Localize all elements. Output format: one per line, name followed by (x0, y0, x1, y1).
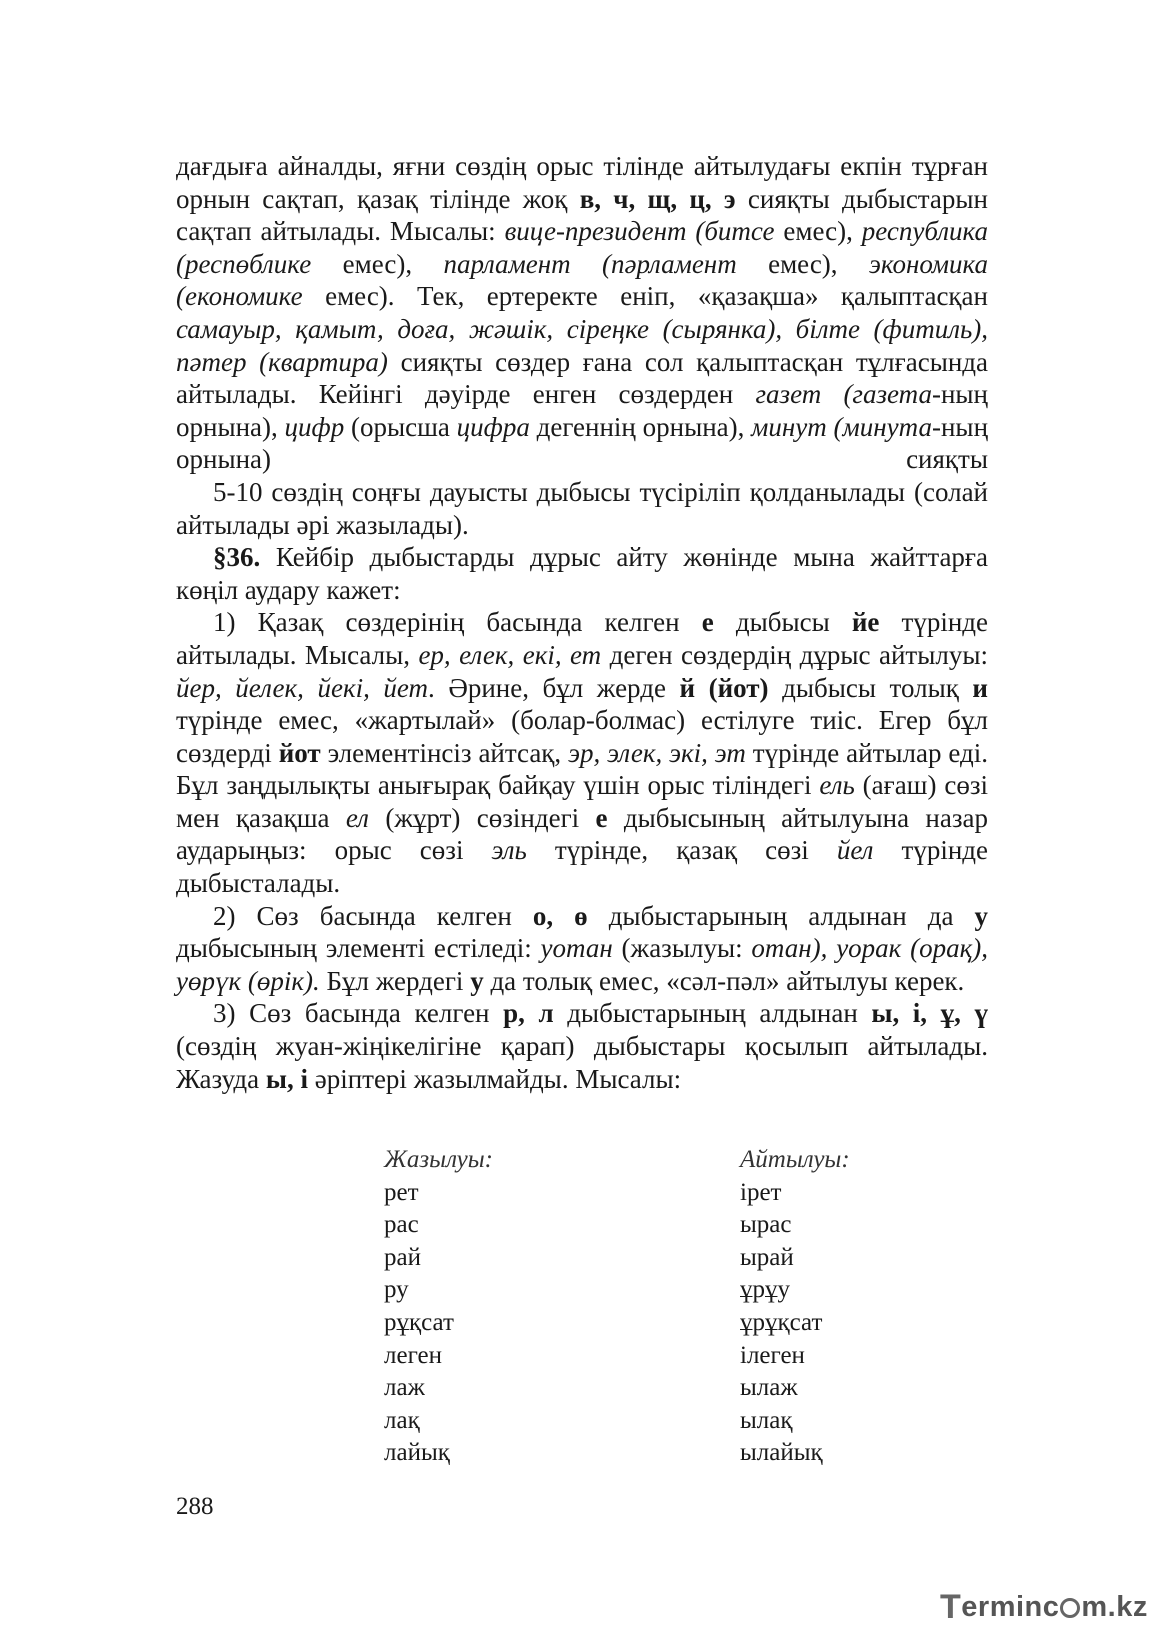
text-segment: ель (819, 770, 855, 801)
text-segment: эр, элек, экі, эт (568, 737, 746, 768)
word-row (384, 1274, 904, 1307)
written-form: рас (384, 1211, 419, 1239)
text-segment: и (972, 672, 988, 703)
text-segment: йер, йелек, йекі, йет (176, 672, 429, 703)
text-segment: әріптері жазылмайды. Мысалы: (307, 1063, 682, 1094)
header-spoken: Айтылуы: (740, 1146, 850, 1173)
header-written: Жазылуы: (384, 1146, 494, 1173)
text-segment: 3) Сөз басында келген (213, 998, 504, 1029)
text-segment: емес), (774, 216, 862, 247)
text-segment: е (595, 802, 608, 833)
watermark-logo (940, 1588, 1148, 1627)
text-segment: элементінсіз айтсақ, (320, 737, 569, 768)
paragraph-p4 (176, 606, 988, 899)
text-segment: -ның орнына) сияқты (176, 411, 989, 475)
spoken-form: ілеген (740, 1341, 805, 1369)
paragraph-p2 (176, 476, 988, 541)
magnifier-icon (1060, 1598, 1080, 1618)
word-row (384, 1177, 904, 1210)
text-segment: йот (278, 737, 321, 768)
written-form: леген (384, 1341, 442, 1369)
text-segment: деген сөздердің дұрыс айтылуы: (601, 639, 988, 670)
text-segment: (ағаш) сөзі мен қазақша (176, 770, 988, 833)
paragraph-p1 (176, 150, 988, 476)
watermark-first: T (940, 1588, 962, 1626)
text-segment: түрінде емес, «жартылай» (болар-болмас) естілуге тиіс. Егер бұл сөздерді (176, 705, 988, 768)
text-segment: емес). Тек, ертеректе еніп, «қазақша» қалыптасқан (302, 281, 988, 312)
page-number: 288 (176, 1493, 214, 1520)
text-segment: отан), уорак (орақ), уөрүк (өрік). (176, 933, 988, 996)
text-segment: р, л (503, 998, 554, 1029)
spoken-form: ылайық (740, 1439, 823, 1467)
word-table (384, 1144, 904, 1470)
text-segment: й (йот) (679, 672, 769, 703)
written-form: лайық (384, 1439, 450, 1467)
text-segment: вице-президент (битсе (504, 216, 775, 247)
word-row (384, 1437, 904, 1470)
spoken-form: ылақ (740, 1406, 793, 1434)
word-row (384, 1209, 904, 1242)
written-form: ру (384, 1276, 409, 1304)
text-segment: 1) Қазақ сөздерінің басында келген (213, 607, 702, 638)
text-segment: самауыр, қамыт, доға, жәшік, сіреңке (сырянка), білте (фитиль), пәтер (квартира) (176, 313, 988, 377)
word-row (384, 1372, 904, 1405)
word-row (384, 1242, 904, 1275)
text-segment: (сөздің жуан-жіңікелігіне қарап) дыбыстары қосылып айтылады. Жазуда (176, 1031, 988, 1094)
text-segment: е (701, 607, 714, 638)
text-segment: цифра (456, 411, 530, 442)
text-segment: емес), (736, 248, 869, 279)
spoken-form: ылаж (740, 1374, 798, 1402)
text-segment: парламент (пәрламент (443, 248, 737, 279)
text-segment: уотан (540, 933, 613, 964)
written-form: лаж (384, 1374, 425, 1402)
text-segment: цифр (284, 411, 345, 442)
paragraph-p6 (176, 997, 988, 1095)
text-segment: дағдыға айналды, яғни сөздің орыс тілінде айтылудағы екпін тұрған орнын сақтап, қазақ тілінде жоқ (176, 151, 988, 214)
text-segment: дыбысының элементі естіледі: (176, 933, 541, 964)
spoken-form: ірет (740, 1178, 782, 1206)
text-segment: минут (минута (751, 411, 932, 442)
paragraph-p5 (176, 900, 988, 998)
text-segment: о, ө (532, 900, 588, 931)
text-segment: йе (851, 607, 880, 638)
text-segment: (жазылуы: (612, 933, 752, 964)
text-segment: ер, елек, екі, ет (418, 639, 602, 670)
text-segment: дыбыстарының алдынан (553, 998, 872, 1029)
paragraph-p3 (176, 541, 988, 606)
text-segment: ы, і, ұ, ү (871, 998, 988, 1029)
text-segment: сияқты дыбыстарын сақтап айтылады. Мысалы: (176, 183, 989, 247)
text-segment: йел (836, 835, 874, 866)
text-segment: у (974, 900, 988, 931)
text-segment: . Әрине, бұл жерде (428, 672, 680, 703)
text-segment: -ның орнына), (176, 379, 988, 442)
text-segment: дыбысы (713, 607, 852, 638)
text-segment: емес), (311, 248, 444, 279)
text-segment: ел (345, 802, 369, 833)
text-segment: дыбыстарының алдынан да (587, 900, 975, 931)
text-segment: дегеннің орнына), (529, 411, 752, 442)
text-segment: Кейбір дыбыстарды дұрыс айту жөнінде мына жайттарға көңіл аудару кажет: (176, 542, 988, 605)
text-segment: да толық емес, «сәл-пәл» айтылуы керек. (483, 965, 965, 996)
text-segment: 5-10 сөздің соңғы дауысты дыбысы түсіріліп қолданылады (солай айтылады әрі жазылады). (176, 476, 988, 540)
word-row (384, 1307, 904, 1340)
written-form: лақ (384, 1406, 420, 1434)
text-segment: түрінде айтылады. Мысалы, (176, 607, 989, 670)
text-segment: газет (газета (755, 379, 932, 410)
spoken-form: ұрұқсат (740, 1308, 823, 1336)
text-segment: эль (491, 835, 527, 866)
spoken-form: ырас (740, 1211, 792, 1239)
text-segment: сияқты сөздер ғана сол қалыптасқан тұлғасында айтылады. Кейінгі дәуірде енген сөздерден (176, 346, 989, 410)
text-segment: республика (респөблике (176, 216, 988, 279)
document-body (176, 150, 988, 1095)
word-row (384, 1340, 904, 1373)
written-form: рай (384, 1243, 421, 1271)
written-form: рет (384, 1178, 419, 1206)
text-segment: в, ч, щ, ц, э (579, 183, 736, 214)
text-segment: Бұл жердегі (319, 965, 471, 996)
text-segment: түрінде, қазақ сөзі (526, 835, 837, 866)
text-segment: түрінде айтылар еді. Бұл заңдылықты анығырақ байқау үшін орыс тіліндегі (176, 737, 989, 801)
spoken-form: ұрұу (740, 1276, 790, 1304)
text-segment: дыбысы толық (768, 672, 973, 703)
word-table-header (384, 1144, 904, 1177)
text-segment: экономика (економике (176, 248, 988, 312)
text-segment: §36. (213, 542, 261, 573)
text-segment: дыбысының айтылуына назар аударыңыз: орыс сөзі (176, 802, 988, 866)
spoken-form: ырай (740, 1243, 794, 1271)
text-segment: у (470, 965, 484, 996)
text-segment: түрінде дыбысталады. (176, 835, 988, 899)
text-segment: (жұрт) сөзіндегі (368, 802, 596, 833)
text-segment: (орысша (344, 411, 457, 442)
word-row (384, 1405, 904, 1438)
written-form: рұқсат (384, 1308, 454, 1336)
watermark-last: m.kz (1081, 1591, 1148, 1623)
text-segment: ы, і (265, 1063, 308, 1094)
watermark-middle: erminc (961, 1591, 1060, 1623)
text-segment: 2) Сөз басында келген (213, 900, 533, 931)
